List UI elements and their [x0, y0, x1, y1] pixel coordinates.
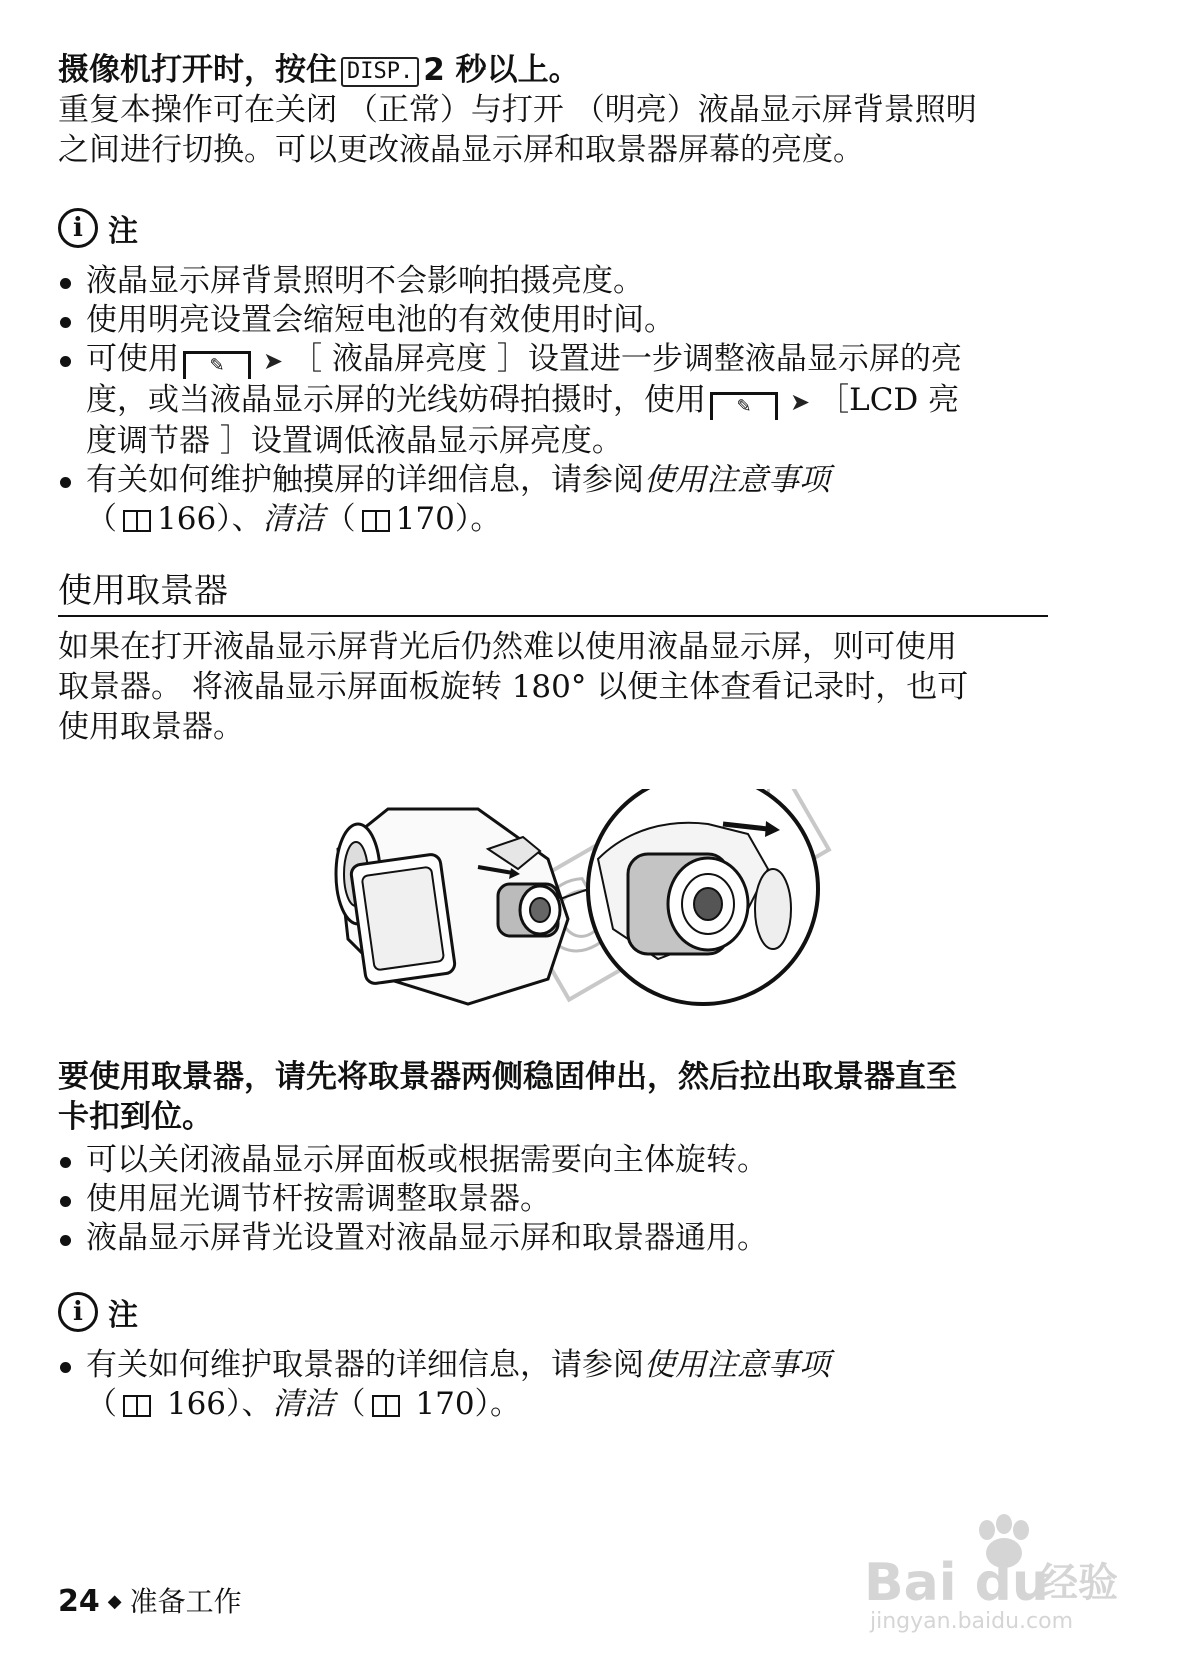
list-text: 可使用	[86, 341, 179, 377]
list-item: 使用明亮设置会缩短电池的有效使用时间。	[58, 301, 1083, 340]
info-icon: i	[58, 208, 98, 248]
note-list-1	[58, 262, 1083, 539]
intro-line-3: 之间进行切换。可以更改液晶显示屏和取景器屏幕的亮度。	[58, 132, 864, 168]
list-text: （	[86, 1386, 117, 1422]
list-text: 170）。	[395, 501, 502, 537]
reference-link: 清洁	[272, 1386, 335, 1422]
intro-line-2: 重复本操作可在关闭 （正常）与打开 （明亮）液晶显示屏背景照明	[58, 92, 977, 128]
list-text: （	[324, 501, 356, 537]
baidu-watermark	[862, 1508, 1132, 1638]
baidu-url: jingyan.baidu.com	[870, 1609, 1074, 1634]
section-para-2: 取景器。 将液晶显示屏面板旋转 180° 以便主体查看记录时，也可	[58, 669, 969, 705]
list-text: 度调节器 ］设置调低液晶显示屏亮度。	[86, 423, 623, 459]
section-para-1: 如果在打开液晶显示屏背光后仍然难以使用液晶显示屏，则可使用	[58, 629, 957, 665]
book-icon	[362, 510, 390, 532]
intro-line-1	[58, 50, 1083, 90]
list-text: （	[86, 501, 117, 537]
instruction-list	[58, 1141, 1083, 1258]
page-footer	[58, 1580, 242, 1620]
list-text: （	[334, 1386, 366, 1422]
list-item	[58, 1346, 1083, 1424]
info-icon: i	[58, 1292, 98, 1332]
camcorder-illustration	[328, 789, 848, 1029]
page-content	[58, 50, 1083, 1424]
list-text: 有关如何维护触摸屏的详细信息，请参阅	[86, 462, 644, 498]
reference-link: 清洁	[262, 501, 325, 537]
instruction-line-2: 卡扣到位。	[58, 1099, 213, 1135]
note-title: 注	[108, 1298, 138, 1333]
footer-section: 准备工作	[129, 1585, 242, 1618]
list-item: 可以关闭液晶显示屏面板或根据需要向主体旋转。	[58, 1141, 1083, 1180]
diamond-icon: ◆	[107, 1591, 122, 1612]
intro-prefix: 摄像机打开时，按住	[58, 52, 337, 88]
baidu-jingyan: 经验	[1038, 1560, 1118, 1606]
section-title: 使用取景器	[58, 569, 1048, 617]
instruction-line-1: 要使用取景器，请先将取景器两侧稳固伸出，然后拉出取景器直至	[58, 1059, 957, 1095]
reference-link: 使用注意事项	[644, 462, 830, 498]
list-item: 液晶显示屏背光设置对液晶显示屏和取景器通用。	[58, 1219, 1083, 1258]
note-list-2	[58, 1346, 1083, 1424]
note-heading-2	[58, 1288, 1083, 1336]
list-text: 170）。	[405, 1386, 522, 1422]
baidu-brand: Bai du	[864, 1553, 1049, 1613]
page-number: 24	[58, 1584, 100, 1619]
book-icon	[123, 510, 151, 532]
list-text: ［LCD 亮	[818, 382, 960, 418]
intro-suffix: 2 秒以上。	[423, 52, 580, 88]
list-item	[58, 340, 1083, 461]
setup-menu-icon: ✎	[710, 392, 778, 420]
camcorder-drawing	[328, 789, 848, 1029]
disp-button-icon: DISP.	[341, 57, 419, 87]
list-text: 166）、	[157, 1386, 273, 1422]
book-icon	[372, 1395, 400, 1417]
note-title: 注	[108, 214, 138, 249]
arrow-icon: ➤	[263, 347, 284, 375]
book-icon	[123, 1395, 151, 1417]
list-item: 液晶显示屏背景照明不会影响拍摄亮度。	[58, 262, 1083, 301]
list-item	[58, 461, 1083, 539]
list-text: 166）、	[157, 501, 263, 537]
list-text: 有关如何维护取景器的详细信息，请参阅	[86, 1347, 644, 1383]
list-text: 度，或当液晶显示屏的光线妨碍拍摄时，使用	[86, 382, 706, 418]
reference-link: 使用注意事项	[644, 1347, 830, 1383]
section-para-3: 使用取景器。	[58, 709, 244, 745]
list-item: 使用屈光调节杆按需调整取景器。	[58, 1180, 1083, 1219]
note-heading-1	[58, 204, 1083, 252]
list-text: ［ 液晶屏亮度 ］设置进一步调整液晶显示屏的亮	[291, 341, 962, 377]
arrow-icon: ➤	[790, 388, 811, 416]
setup-menu-icon: ✎	[183, 351, 251, 379]
baidu-logo	[862, 1508, 1132, 1638]
